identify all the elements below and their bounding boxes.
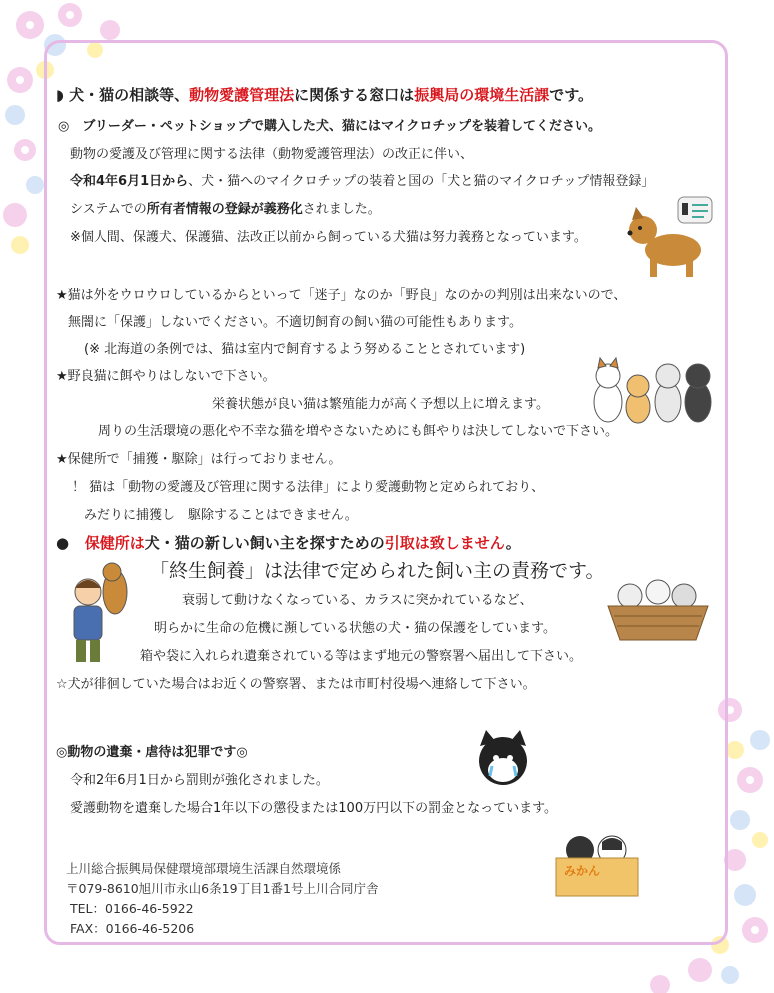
- dog-microchip-illustration: [618, 195, 718, 280]
- four-cats-illustration: [590, 352, 720, 424]
- stray-line-2: 無闇に「保護」しないでください。不適切飼育の飼い猫の可能性もあります。: [68, 315, 522, 330]
- microchip-line-2: 令和4年6月1日から、犬・猫へのマイクロチップの装着と国の「犬と猫のマイクロチップ情報登録」: [70, 174, 655, 189]
- footer-fax: FAX：0166-46-5206: [70, 921, 195, 936]
- microchip-note: ※個人間、保護犬、保護猫、法改正以前から飼っている犬猫は努力義務となっています。: [70, 230, 587, 245]
- abandon-line-2: 愛護動物を遺棄した場合1年以下の懲役または100万円以下の罰金となっています。: [70, 801, 558, 816]
- capture-line-2: ！ 猫は「動物の愛護及び管理に関する法律」により愛護動物と定められており、: [72, 480, 545, 495]
- capture-line-3: みだりに捕獲し 駆除することはできません。: [84, 508, 358, 523]
- crying-shiba-illustration: [472, 730, 534, 792]
- capture-line-1: ★保健所で「捕獲・駆除」は行っておりません。: [56, 452, 342, 467]
- rehome-line-3: 箱や袋に入れられ遺棄されている等はまず地元の警察署へ届出して下さい。: [140, 649, 583, 664]
- microchip-line-1: 動物の愛護及び管理に関する法律（動物愛護管理法）の改正に伴い、: [70, 147, 474, 162]
- footer-address: 〒079-8610旭川市永山6条19丁目1番1号上川合同庁舎: [66, 881, 379, 896]
- person-holding-dog-illustration: [60, 562, 140, 667]
- feeding-line-2: 栄養状態が良い猫は繁殖能力が高く予想以上に増えます。: [212, 397, 549, 412]
- bullet-icon: ●: [56, 534, 70, 552]
- consult-line: ◗ 犬・猫の相談等、動物愛護管理法に関係する窓口は振興局の環境生活課です。: [56, 86, 594, 104]
- stray-line-1: ★猫は外をウロウロしているからといって「迷子」なのか「野良」なのかの判別は出来ないので、: [56, 288, 627, 303]
- abandon-line-1: 令和2年6月1日から罰則が強化されました。: [70, 773, 329, 788]
- microchip-heading: ◎ ブリーダー・ペットショップで購入した犬、猫にはマイクロチップを装着してください。: [58, 119, 602, 134]
- feeding-line-1: ★野良猫に餌やりはしないで下さい。: [56, 369, 276, 384]
- rehome-line-2: 明らかに生命の危機に瀕している状態の犬・猫の保護をしています。: [154, 621, 556, 636]
- rehome-line-4: ☆犬が徘徊していた場合はお近くの警察署、または市町村役場へ連絡して下さい。: [56, 677, 536, 692]
- rehome-line: ● 保健所は犬・猫の新しい飼い主を探すための引取は致しません。: [56, 534, 521, 552]
- footer-org: 上川総合振興局保健環境部環境生活課自然環境係: [66, 861, 342, 876]
- bullet-icon: ◗: [56, 86, 64, 104]
- microchip-line-3: システムでの所有者情報の登録が義務化されました。: [70, 202, 381, 217]
- stray-line-3: (※ 北海道の条例では、猫は室内で飼育するよう努めることとされています): [84, 342, 526, 357]
- kittens-basket-illustration: [604, 572, 712, 642]
- box-label: みかん: [564, 864, 601, 878]
- footer-tel: TEL：0166-46-5922: [70, 901, 194, 916]
- rehome-line-1: 衰弱して動けなくなっている、カラスに突かれているなど、: [182, 593, 533, 608]
- lifelong-care-heading: 「終生飼養」は法律で定められた飼い主の責務です。: [150, 560, 605, 582]
- abandon-heading: ◎動物の遺棄・虐待は犯罪です◎: [56, 745, 248, 760]
- feeding-line-3: 周りの生活環境の悪化や不幸な猫を増やさないためにも餌やりは決してしないで下さい。: [98, 424, 619, 439]
